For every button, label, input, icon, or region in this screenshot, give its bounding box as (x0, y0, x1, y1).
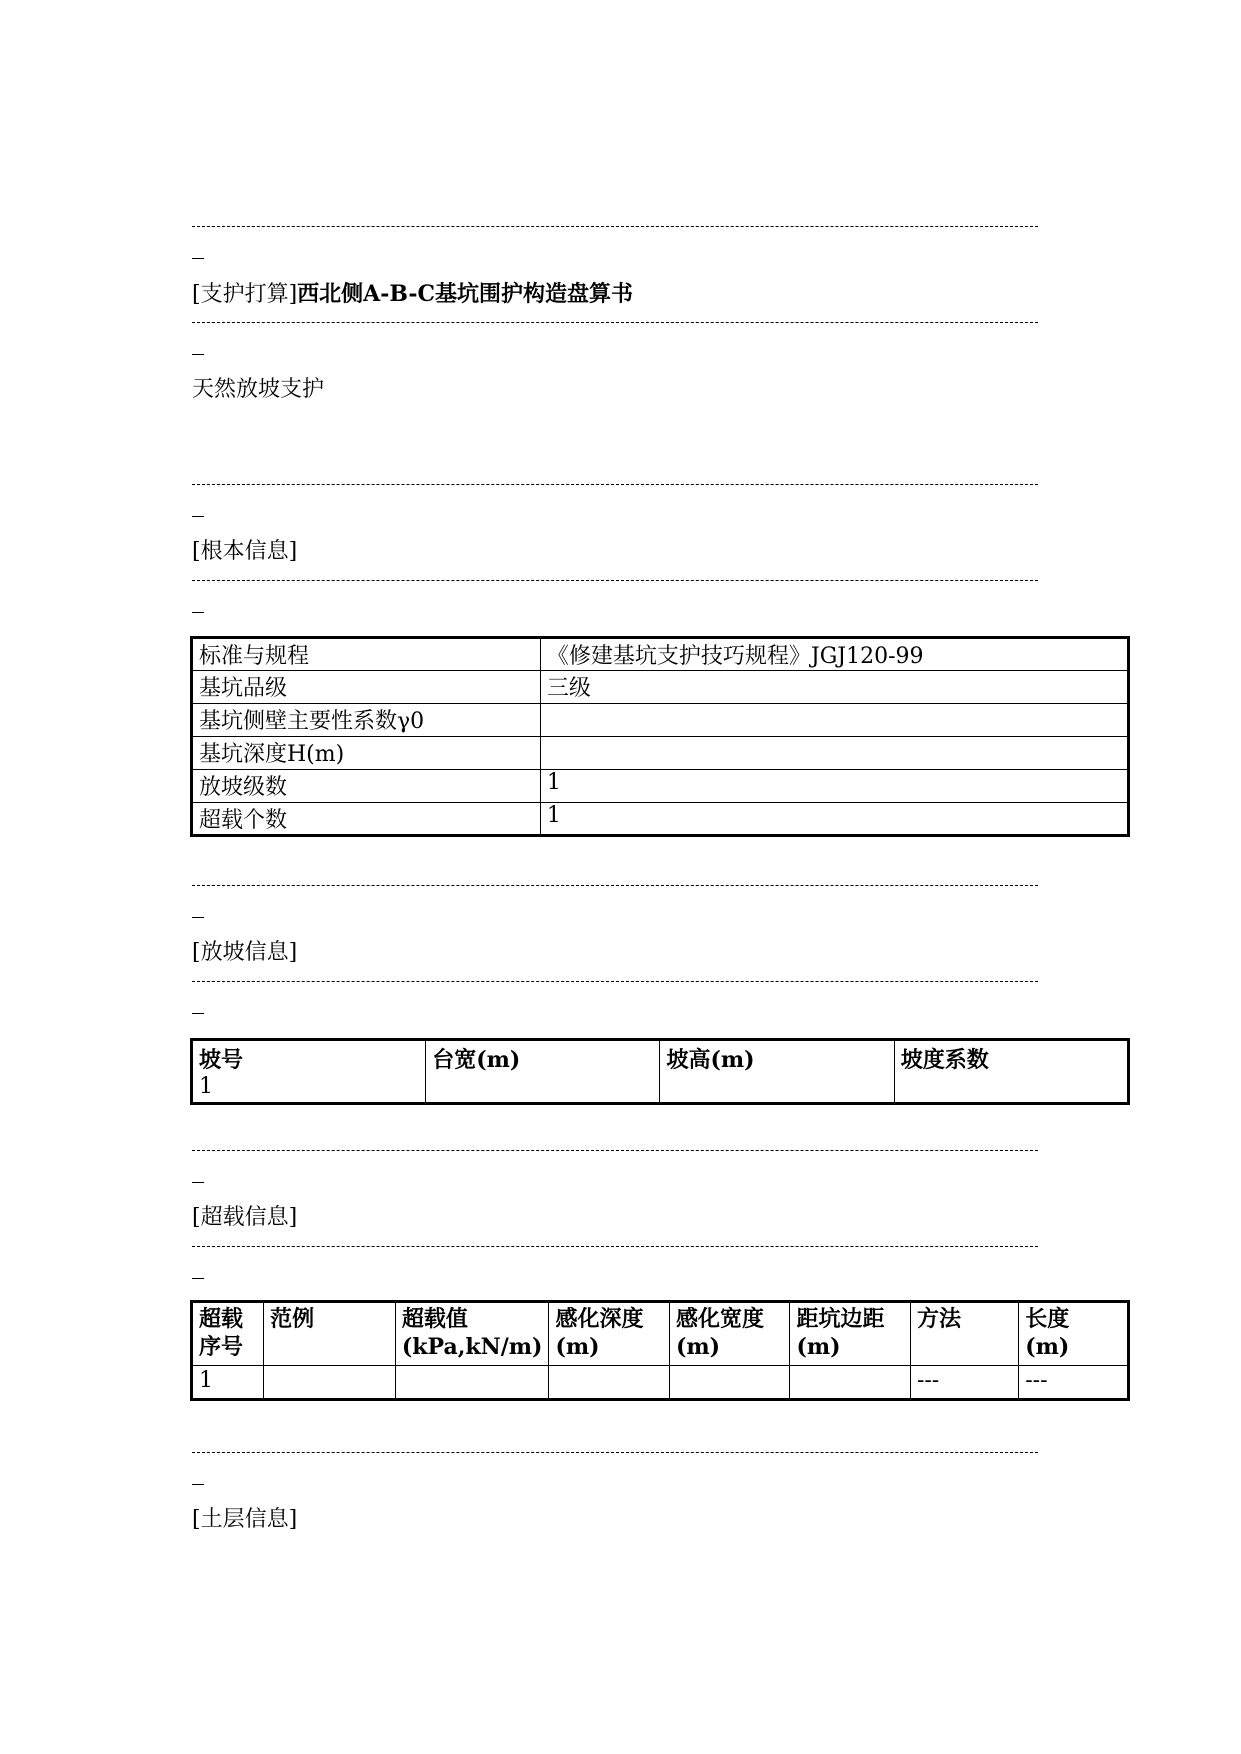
header-line: 感化宽度 (675, 1306, 764, 1332)
row-label: 放坡级数 (192, 770, 541, 803)
title-prefix: [支护打算] (192, 282, 298, 307)
table-cell (549, 1366, 670, 1400)
table-row (192, 704, 1129, 737)
table-cell: 1 (192, 1366, 264, 1400)
column-header (910, 1302, 1018, 1366)
title-main: 西北侧A-B-C基坑围护构造盘算书 (297, 281, 634, 307)
table-cell (426, 1074, 660, 1104)
row-label: 基坑品级 (192, 671, 541, 704)
table-cell: --- (1019, 1366, 1129, 1400)
basic-info-table (190, 636, 1130, 837)
separator (192, 1246, 1038, 1247)
table-cell (660, 1074, 894, 1104)
row-label: 标准与规程 (192, 638, 541, 671)
separator (192, 1452, 1038, 1453)
column-header (395, 1302, 549, 1366)
table-cell (669, 1366, 790, 1400)
table-cell (395, 1366, 549, 1400)
row-value: 1 (540, 803, 1128, 836)
separator-tail (192, 612, 204, 613)
separator-tail (192, 917, 204, 918)
row-value (540, 737, 1128, 770)
table-cell: --- (910, 1366, 1018, 1400)
separator (192, 484, 1038, 485)
separator (192, 1150, 1038, 1151)
separator-tail (192, 1278, 204, 1279)
column-header (669, 1302, 790, 1366)
row-value: 三级 (540, 671, 1128, 704)
table-cell (264, 1366, 396, 1400)
table-row (192, 803, 1129, 836)
column-header: 坡高(m) (660, 1040, 894, 1075)
header-line: 长度 (1025, 1306, 1070, 1332)
row-label: 基坑深度H(m) (192, 737, 541, 770)
separator (192, 580, 1038, 581)
header-line: 超载 (199, 1306, 244, 1332)
separator-tail (192, 354, 204, 355)
column-header (192, 1302, 264, 1366)
section-heading-slope: [放坡信息] (192, 940, 298, 965)
separator (192, 885, 1038, 886)
table-cell (790, 1366, 911, 1400)
separator (192, 226, 1038, 227)
table-cell (894, 1074, 1128, 1104)
table-header-row (192, 1040, 1129, 1075)
slope-info-table (190, 1038, 1130, 1105)
section-heading-surcharge: [超载信息] (192, 1205, 298, 1230)
table-row (192, 770, 1129, 803)
table-cell: 1 (192, 1074, 426, 1104)
column-header: 坡号 (192, 1040, 426, 1075)
row-label: 超载个数 (192, 803, 541, 836)
section-heading-basic: [根本信息] (192, 539, 298, 564)
header-line: 方法 (916, 1306, 961, 1332)
header-line: 序号 (199, 1334, 244, 1360)
separator-tail (192, 1013, 204, 1014)
column-header: 坡度系数 (894, 1040, 1128, 1075)
column-header: 台宽(m) (426, 1040, 660, 1075)
header-line: 感化深度 (555, 1306, 644, 1332)
column-header (264, 1302, 396, 1366)
table-header-row (192, 1302, 1129, 1366)
header-line: (m) (796, 1334, 841, 1360)
table-row (192, 737, 1129, 770)
separator-tail (192, 1182, 204, 1183)
header-line: (m) (675, 1334, 721, 1360)
table-row (192, 1074, 1129, 1104)
column-header (790, 1302, 911, 1366)
header-line: (m) (1025, 1334, 1070, 1360)
header-line: 范例 (270, 1306, 315, 1332)
separator-tail (192, 1484, 204, 1485)
table-row (192, 1366, 1129, 1400)
header-line: 距坑边距 (796, 1306, 885, 1332)
row-value: 1 (540, 770, 1128, 803)
section-heading-soil: [土层信息] (192, 1507, 298, 1532)
surcharge-info-table (190, 1300, 1130, 1401)
separator (192, 981, 1038, 982)
column-header (1019, 1302, 1129, 1366)
table-row (192, 638, 1129, 671)
separator (192, 322, 1038, 323)
header-line: 超载值 (401, 1306, 468, 1332)
header-line: (m) (555, 1334, 600, 1360)
column-header (549, 1302, 670, 1366)
row-label: 基坑侧壁主要性系数γ0 (192, 704, 541, 737)
row-value: 《修建基坑支护技巧规程》JGJ120-99 (540, 638, 1128, 671)
subtitle: 天然放坡支护 (192, 377, 325, 402)
header-line: (kPa,kN/m) (401, 1334, 543, 1360)
document-title (192, 280, 633, 309)
row-value (540, 704, 1128, 737)
separator-tail (192, 258, 204, 259)
table-row (192, 671, 1129, 704)
separator-tail (192, 516, 204, 517)
